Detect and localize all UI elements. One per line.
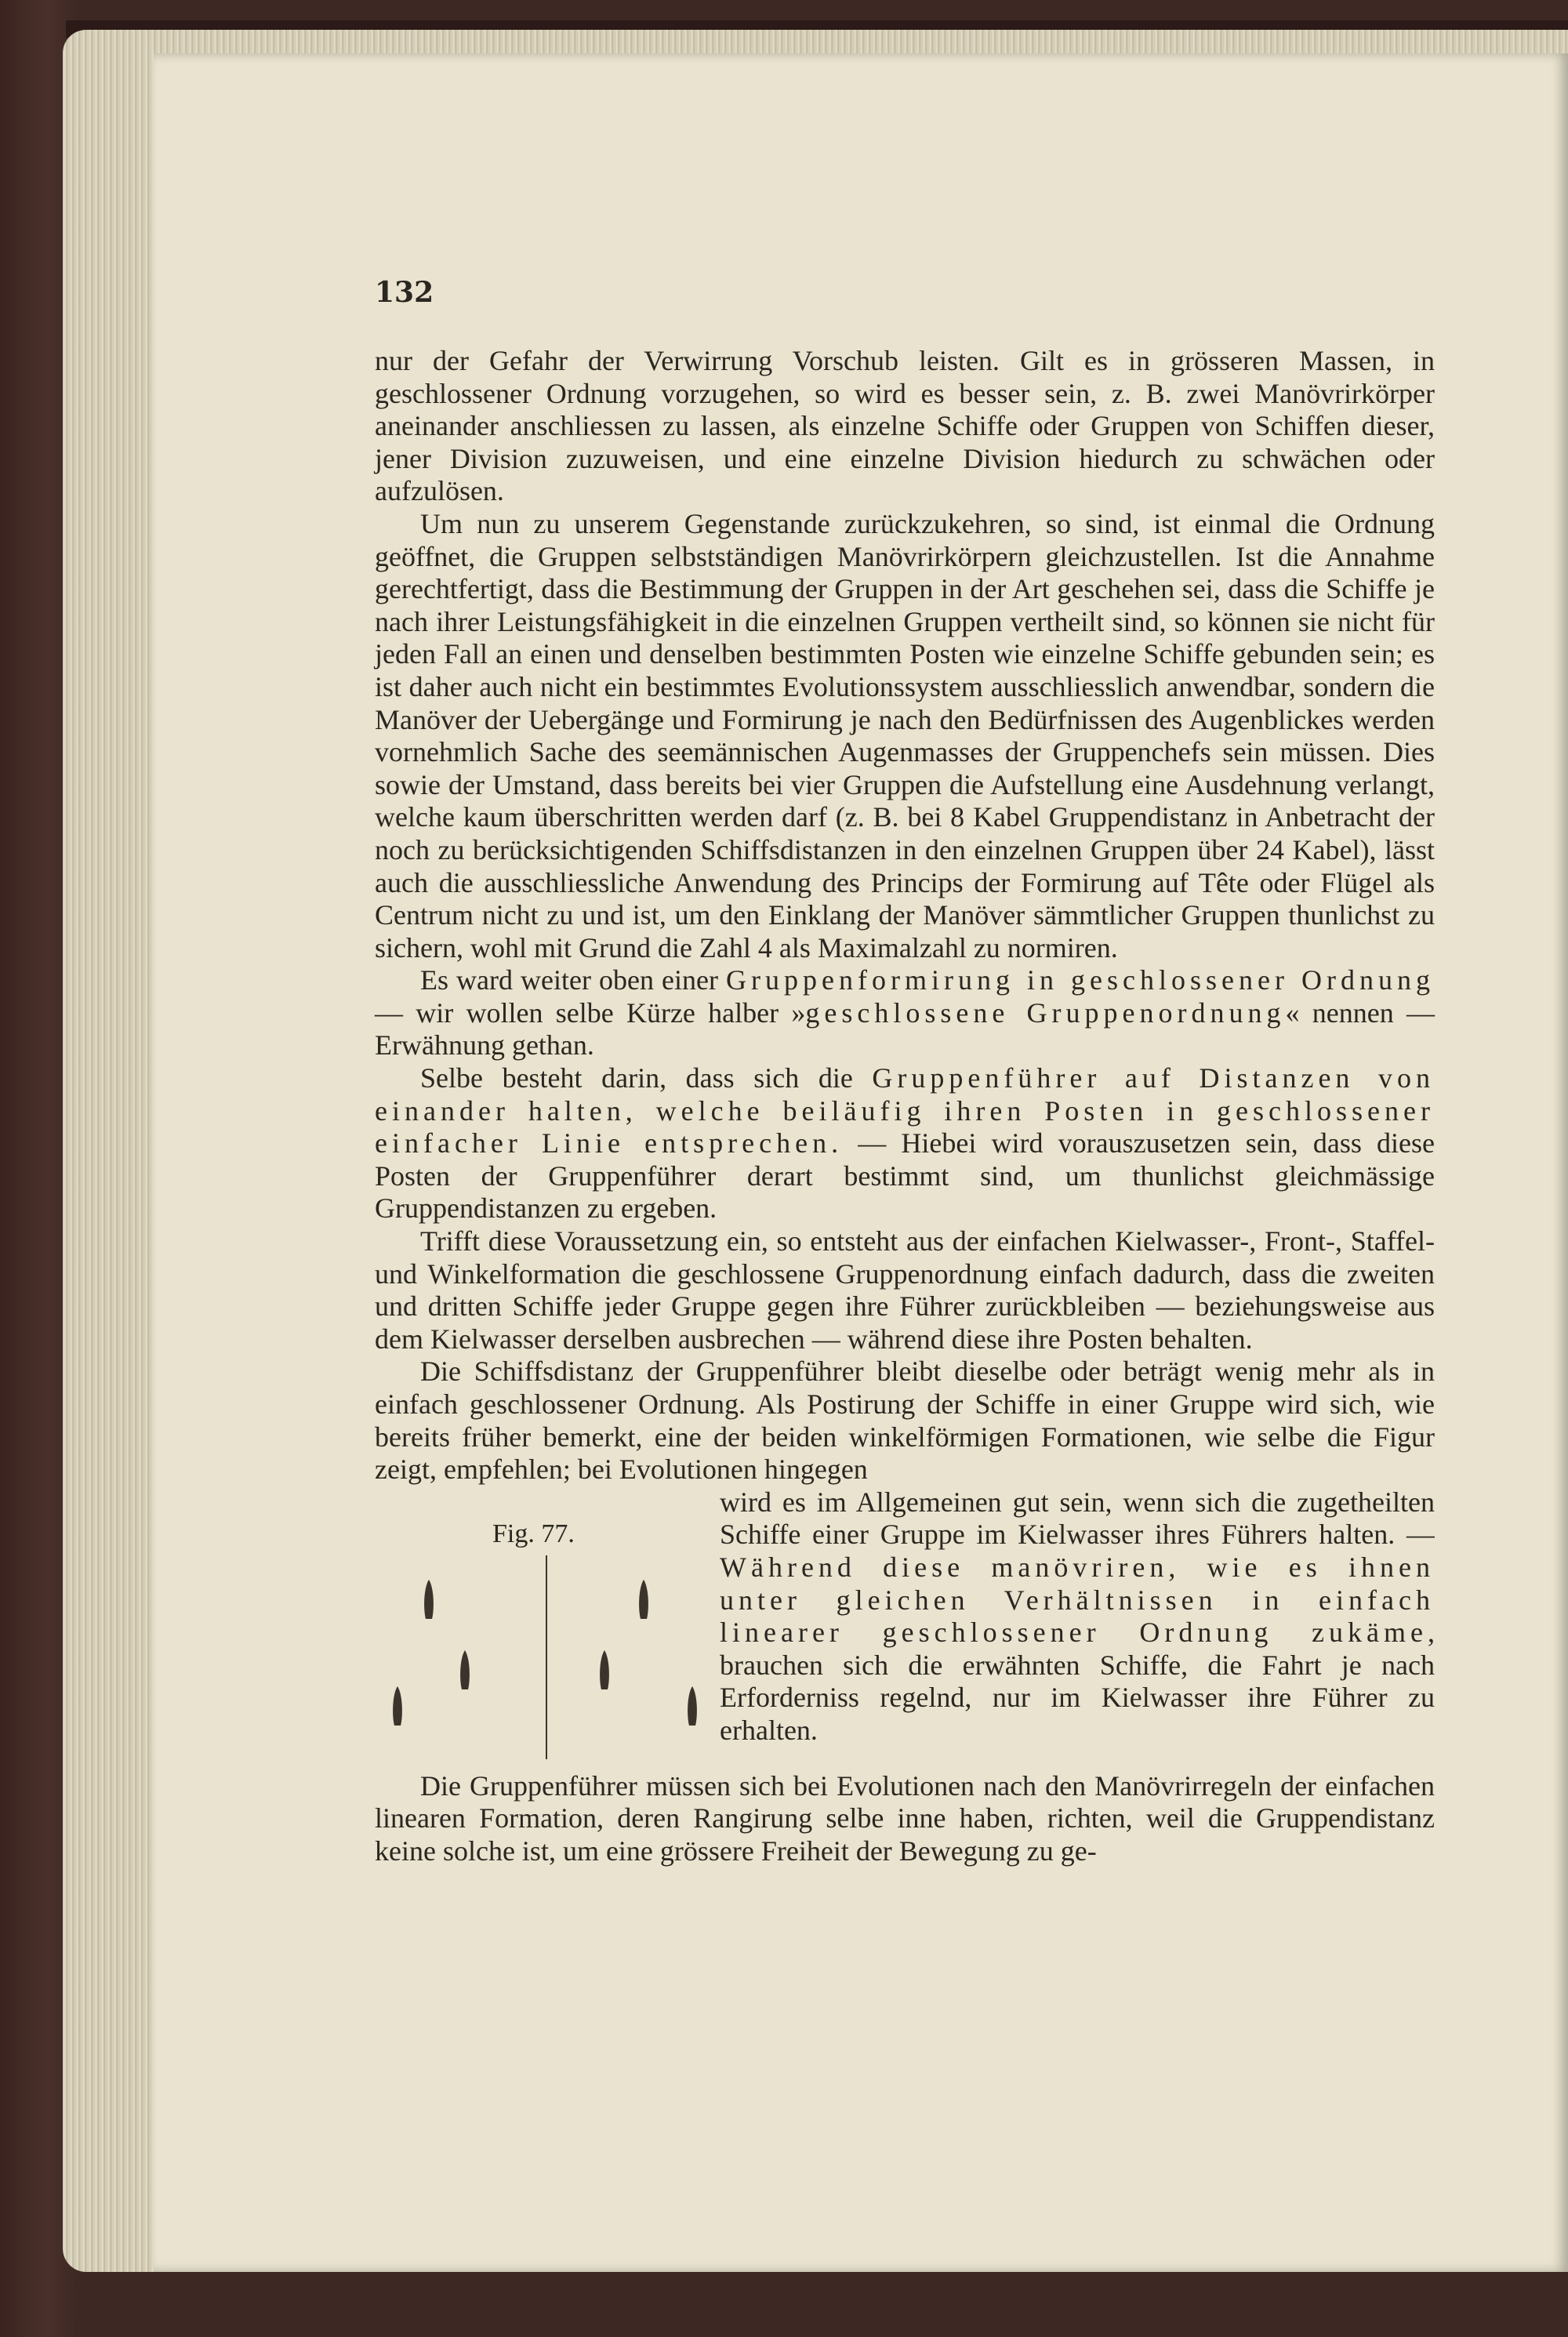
p4-text-a: Selbe besteht darin, dass sich die: [420, 1062, 873, 1094]
p3-spaced-term: Gruppenformirung in geschlossener Ordnung: [726, 964, 1435, 996]
p3-text-c: — wir wollen selbe Kürze halber »: [375, 996, 806, 1029]
p3-text-e: « nennen — Erwähnung gethan.: [375, 996, 1435, 1061]
p7-text-a: wird es im Allgemeinen gut sein, wenn sich die zugetheilten Schiffe einer Gruppe im Kielwasser ihres Führers halten. —: [720, 1486, 1435, 1551]
p4-text-c: — Hiebei wird vorauszusetzen sein, dass diese Posten der Gruppenführer derart bestimmt sind, um thunlichst gleichmässige Gruppendistanzen zu ergeben.: [375, 1127, 1435, 1225]
paragraph-3: [375, 964, 1435, 1062]
paragraph-4: [375, 1062, 1435, 1225]
figure-divider: [546, 1555, 547, 1759]
ship-icon: [422, 1579, 436, 1620]
figure-label: Fig. 77.: [492, 1519, 575, 1548]
paragraph-6: Die Schiffsdistanz der Gruppenführer bleibt dieselbe oder beträgt wenig mehr als in einfach geschlossener Ordnung. Als Postirung der Schiffe in einer Gruppe wird sich, wie bereits früher bemerkt, eine der beiden winkelförmigen Formationen, wie selbe die Figur zeigt, empfehlen; bei Evolutionen hingegen: [375, 1355, 1435, 1486]
p4-spaced-rule: Gruppenführer auf Distanzen von einander halten, welche beiläufig ihren Posten in geschlossener einfacher Linie entsprechen.: [375, 1062, 1436, 1159]
paragraph-8: Die Gruppenführer müssen sich bei Evolutionen nach den Manövrirregeln der einfachen linearen Formation, deren Rangirung selbe inne haben, richten, weil die Gruppendistanz keine solche ist, um eine grössere Freiheit der Bewegung zu ge-: [375, 1769, 1435, 1867]
paragraph-2: Um nun zu unserem Gegenstande zurückzukehren, so sind, ist einmal die Ordnung geöffnet, die Gruppen selbstständigen Manövrirkörpern gleichzustellen. Ist die Annahme gerechtfertigt, dass die Bestimmung der Gruppen in der Art geschehen sei, dass die Schiffe je nach ihrer Leistungsfähigkeit in die einzelnen Gruppen vertheilt sind, so können sie nicht für jeden Fall an einen und denselben bestimmten Posten wie einzelne Schiffe gebunden sein; es ist daher auch nicht ein bestimmtes Evolutionssystem ausschliesslich anwendbar, sondern die Manöver der Uebergänge und Formirung je nach den Bedürfnissen des Augenblickes werden vornehmlich Sache des seemännischen Augenmasses der Gruppenchefs sein müssen. Dies sowie der Umstand, dass bereits bei vier Gruppen die Aufstellung eine Ausdehnung verlangt, welche kaum überschritten werden darf (z. B. bei 8 Kabel Gruppendistanz in Anbetracht der noch zu berücksichtigenden Schiffsdistanzen in den einzelnen Gruppen über 24 Kabel), lässt auch die ausschliessliche Anwendung des Princips der Formirung auf Tête oder Flügel als Centrum nicht zu und ist, um den Einklang der Manöver sämmtlicher Gruppen thunlichst zu sichern, wohl mit Grund die Zahl 4 als Maximalzahl zu normiren.: [375, 507, 1435, 963]
figure-77: [375, 1486, 720, 1770]
ship-icon: [390, 1686, 405, 1726]
ship-icon: [458, 1649, 472, 1690]
p7-spaced-text: Während diese manövriren, wie es ihnen unter gleichen Verhältnissen in einfach linearer geschlossener Ordnung zukäme: [720, 1551, 1435, 1649]
page-number: 132: [375, 276, 434, 309]
paragraph-1: nur der Gefahr der Verwirrung Vorschub leisten. Gilt es in grösseren Massen, in geschlossener Ordnung vorzugehen, so wird es besser sein, z. B. zwei Manövrirkörper aneinander anschliessen zu lassen, als einzelne Schiffe oder Gruppen von Schiffen dieser, jener Division zuzuweisen, und eine einzelne Division hiedurch zu schwächen oder aufzulösen.: [375, 345, 1435, 507]
ship-icon: [685, 1686, 699, 1726]
p3-spaced-name: geschlossene Gruppenordnung: [805, 996, 1286, 1029]
p3-text-a: Es ward weiter oben einer: [420, 964, 727, 996]
p7-text-c: , brauchen sich die erwähnten Schiffe, die Fahrt je nach Erforderniss regelnd, nur im Kielwasser ihre Führer zu erhalten.: [720, 1617, 1435, 1746]
ship-icon: [597, 1649, 612, 1690]
paragraph-5: Trifft diese Voraussetzung ein, so entsteht aus der einfachen Kielwasser-, Front-, Staffel- und Winkelformation die geschlossene Gruppenordnung einfach dadurch, dass die zweiten und dritten Schiffe jeder Gruppe gegen ihre Führer zurückbleiben — beziehungsweise aus dem Kielwasser derselben ausbrechen — während diese ihre Posten behalten.: [375, 1225, 1435, 1355]
ship-icon: [637, 1579, 651, 1620]
figure-block: [375, 1486, 1435, 1770]
page-text: [375, 345, 1435, 1868]
